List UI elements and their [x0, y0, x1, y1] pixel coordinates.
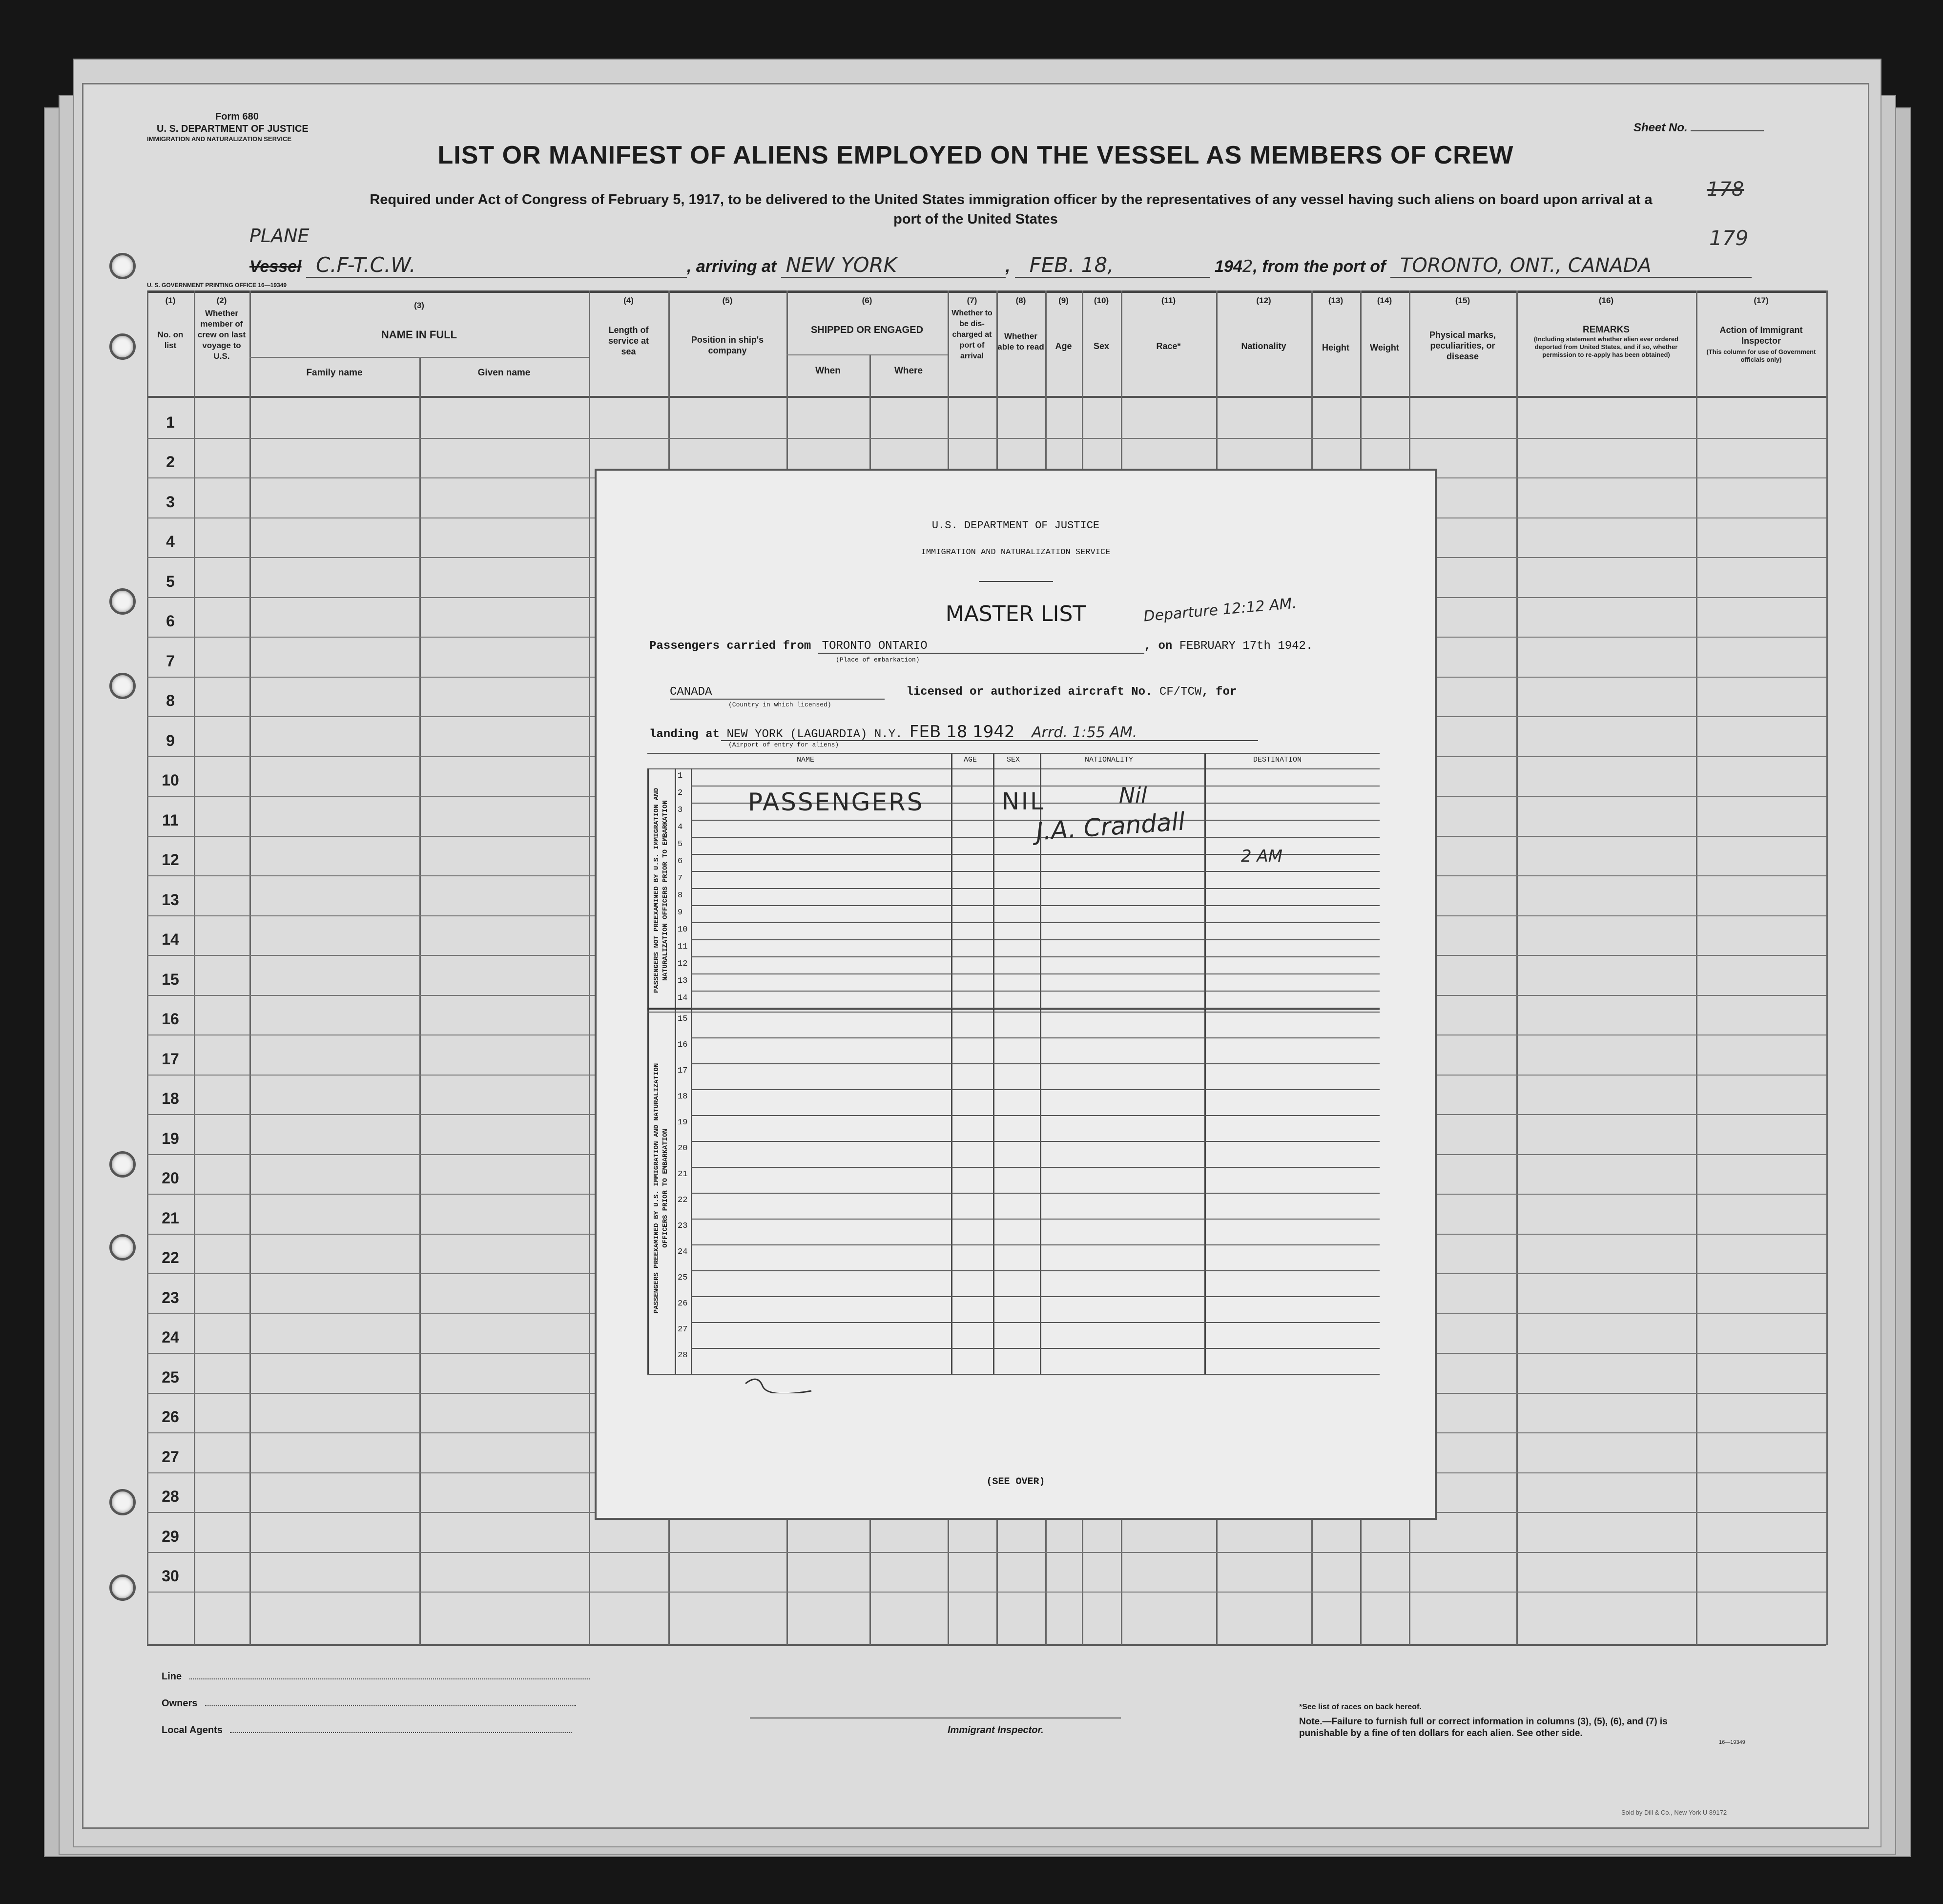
row-number: 5	[166, 572, 175, 590]
arrival-note: Arrd. 1:55 AM.	[1032, 724, 1137, 741]
name-subheader-rule	[249, 357, 589, 358]
master-row-number: 25	[678, 1273, 688, 1283]
row-number: 22	[162, 1249, 179, 1266]
master-row-line	[691, 1037, 1380, 1038]
line-underline	[189, 1678, 590, 1679]
master-row-line	[691, 1244, 1380, 1245]
master-row-number: 2	[678, 788, 683, 798]
master-row-line	[691, 922, 1380, 923]
form-subtitle-2: port of the United States	[893, 211, 1058, 227]
master-row-number: 9	[678, 908, 683, 917]
country-value: CANADA	[670, 685, 885, 700]
line-label: Line	[162, 1671, 182, 1682]
col-6-num: (6)	[862, 296, 872, 305]
col-5-label: Position in ship's company	[691, 335, 764, 355]
inspector-signature: J.A. Crandall	[1035, 807, 1186, 846]
table-top-rule	[147, 290, 1826, 293]
row-number: 29	[162, 1527, 179, 1545]
printing-office-note: U. S. GOVERNMENT PRINTING OFFICE 16—19349	[147, 282, 287, 289]
master-row-line	[691, 837, 1380, 838]
vessel-label: Vessel	[249, 257, 302, 276]
row-number: 4	[166, 533, 175, 550]
row-number: 27	[162, 1448, 179, 1466]
vessel-annotation: PLANE	[249, 225, 310, 247]
vessel-name: C.F-T.C.W.	[306, 253, 687, 278]
punch-hole	[109, 673, 136, 699]
col-9-label: Age	[1055, 341, 1072, 351]
col-17-num: (17)	[1754, 296, 1769, 305]
signature-time: 2 AM	[1241, 847, 1283, 866]
table-row-line	[147, 1552, 1826, 1553]
col-age-header: AGE	[964, 756, 977, 764]
stamp-date: FEB 18 1942	[909, 722, 1015, 742]
row-number: 30	[162, 1567, 179, 1585]
row-number: 7	[166, 652, 175, 670]
col-5-num: (5)	[722, 296, 733, 305]
penalty-note: Note.—Failure to furnish full or correct information in columns (3), (5), (6), and (7) is punishable by a fine of ten dollars for each alien. See other side.	[1299, 1717, 1668, 1738]
form-number: Form 680	[215, 111, 259, 122]
year-value: 2	[1242, 257, 1253, 276]
action-note: (This column for use of Government officials only)	[1706, 348, 1816, 363]
for-label: , for	[1201, 685, 1237, 699]
master-row-number: 15	[678, 1014, 688, 1024]
arriving-label: , arriving at	[686, 257, 777, 276]
col-11-num: (11)	[1161, 296, 1176, 305]
column-divider	[419, 358, 421, 1645]
master-row-line	[691, 1089, 1380, 1090]
master-col-line	[675, 768, 676, 1374]
col-6-label: SHIPPED OR ENGAGED	[810, 325, 924, 335]
country-line	[670, 685, 1237, 700]
master-row-number: 7	[678, 874, 683, 883]
form-title: LIST OR MANIFEST OF ALIENS EMPLOYED ON THE VESSEL AS MEMBERS OF CREW	[437, 141, 1514, 169]
side-label-top: PASSENGERS NOT PREEXAMINED BY U.S. IMMIGRATION AND NATURALIZATION OFFICERS PRIOR TO EMBARKATION	[653, 787, 669, 993]
row-number: 28	[162, 1488, 179, 1505]
master-row-line	[691, 1115, 1380, 1116]
owners-field	[162, 1698, 576, 1709]
master-row-line	[691, 1296, 1380, 1297]
vessel-line: Vessel C.F-T.C.W. , arriving at NEW YORK , FEB. 18, 1942, from the port of TORONTO, ONT., CANADA	[249, 253, 1734, 276]
carried-value: TORONTO ONTARIO	[818, 640, 1144, 654]
sheet-number-line	[1691, 130, 1764, 131]
master-row-number: 19	[678, 1118, 688, 1127]
master-row-number: 4	[678, 823, 683, 832]
carried-line	[649, 640, 1313, 654]
page-number: 179	[1709, 226, 1749, 250]
col-11-label: Race*	[1156, 341, 1181, 351]
col-nationality-header: NATIONALITY	[1085, 756, 1134, 764]
handwritten-nil-2: Nil	[1119, 783, 1147, 808]
col-8-num: (8)	[1015, 296, 1026, 305]
pen-stroke	[743, 1369, 816, 1393]
header-bottom-rule	[147, 396, 1826, 398]
race-note: *See list of races on back hereof.	[1299, 1703, 1422, 1711]
row-number: 3	[166, 493, 175, 511]
table-row-line	[147, 1592, 1826, 1593]
master-row-number: 11	[678, 942, 688, 952]
master-row-line	[691, 871, 1380, 872]
departure-port: TORONTO, ONT., CANADA	[1390, 254, 1752, 278]
row-number: 16	[162, 1010, 179, 1028]
col-12-label: Nationality	[1241, 341, 1286, 351]
master-row-number: 3	[678, 806, 683, 815]
master-row-line	[691, 1270, 1380, 1271]
column-divider	[589, 290, 590, 1645]
master-row-line	[691, 1063, 1380, 1064]
col-3-num: (3)	[414, 301, 424, 310]
master-header-rule	[647, 768, 1380, 769]
on-value: FEBRUARY 17th 1942.	[1179, 640, 1313, 653]
row-number: 25	[162, 1368, 179, 1386]
col-4-label: Length of service at sea	[608, 325, 649, 356]
row-number: 23	[162, 1288, 179, 1306]
master-col-line	[691, 768, 692, 1374]
col-13-num: (13)	[1328, 296, 1344, 305]
master-row-line	[691, 1193, 1380, 1194]
punch-hole	[109, 1489, 136, 1515]
master-row-number: 27	[678, 1325, 688, 1334]
row-number: 13	[162, 890, 179, 909]
master-row-number: 12	[678, 959, 688, 969]
footer-form-code: 16—19349	[1719, 1739, 1745, 1745]
sheet-number-label	[1633, 121, 1764, 135]
agents-underline	[230, 1732, 572, 1733]
carried-label: Passengers carried from	[649, 640, 811, 653]
row-number: 2	[166, 453, 175, 471]
row-number: 8	[166, 692, 175, 709]
punch-hole	[109, 253, 136, 279]
column-divider	[1696, 290, 1697, 1645]
master-row-number: 5	[678, 840, 683, 849]
side-label-bottom: PASSENGERS PREEXAMINED BY U.S. IMMIGRATION AND NATURALIZATION OFFICERS PRIOR TO EMBARKATION	[653, 1063, 669, 1314]
master-table-top	[647, 753, 1380, 754]
aircraft-value: CF/TCW	[1159, 685, 1202, 699]
master-title: MASTER LIST	[945, 601, 1086, 626]
col-1-num: (1)	[165, 296, 176, 305]
table-bottom-rule	[147, 1644, 1826, 1646]
owners-underline	[205, 1705, 576, 1706]
col-3-label: NAME IN FULL	[381, 329, 457, 341]
landing-label: landing at	[649, 728, 720, 741]
master-department: U.S. DEPARTMENT OF JUSTICE	[931, 519, 1100, 532]
master-row-number: 14	[678, 993, 688, 1003]
punch-hole	[109, 333, 136, 360]
row-number: 20	[162, 1169, 179, 1187]
punch-hole	[109, 1234, 136, 1261]
where-header: Where	[894, 366, 923, 376]
table-row-line	[147, 438, 1826, 439]
landing-value: NEW YORK (LAGUARDIA) N.Y.	[726, 728, 903, 741]
row-number: 11	[162, 811, 179, 829]
row-number: 24	[162, 1328, 179, 1346]
row-number: 6	[166, 612, 175, 630]
column-divider	[1516, 290, 1518, 1645]
sheet-label: Sheet No.	[1633, 121, 1688, 134]
master-service: IMMIGRATION AND NATURALIZATION SERVICE	[921, 548, 1111, 557]
col-12-num: (12)	[1256, 296, 1271, 305]
master-row-number: 24	[678, 1247, 688, 1257]
page-number-struck: 178	[1707, 178, 1744, 201]
master-row-line	[691, 973, 1380, 974]
master-row-number: 1	[678, 771, 683, 781]
see-over: (SEE OVER)	[986, 1476, 1045, 1488]
col-14-num: (14)	[1377, 296, 1392, 305]
col-10-num: (10)	[1094, 296, 1109, 305]
row-number: 15	[162, 970, 179, 988]
row-number: 19	[162, 1129, 179, 1147]
col-17-label: Action of Immigrant Inspector	[1719, 325, 1803, 346]
agents-field	[162, 1725, 572, 1736]
given-name-header: Given name	[477, 368, 531, 378]
handwritten-mark	[738, 1371, 743, 1376]
printer-note: Sold by Dill & Co., New York U 89172	[1621, 1809, 1727, 1816]
master-col-line	[647, 768, 649, 1374]
airport-caption: (Airport of entry for aliens)	[728, 741, 839, 748]
master-row-line	[691, 1141, 1380, 1142]
form-subtitle: Required under Act of Congress of February 5, 1917, to be delivered to the United States immigration officer by the representatives of any vessel having such aliens on board upon arrival at a	[370, 192, 1653, 207]
country-caption: (Country in which licensed)	[728, 701, 831, 708]
master-row-line	[691, 1167, 1380, 1168]
punch-hole	[109, 1574, 136, 1601]
line-field	[162, 1671, 590, 1682]
col-13-label: Height	[1322, 343, 1349, 352]
col-10-label: Sex	[1093, 341, 1110, 351]
year-prefix: 194	[1215, 257, 1242, 276]
family-name-header: Family name	[306, 368, 363, 378]
master-row-number: 18	[678, 1092, 688, 1101]
master-row-line	[691, 1348, 1380, 1349]
master-row-line	[691, 991, 1380, 992]
from-label: , from the port of	[1253, 257, 1386, 276]
row-number: 10	[162, 771, 179, 789]
master-row-line	[691, 939, 1380, 940]
master-list-sheet	[595, 469, 1437, 1520]
master-row-number: 28	[678, 1351, 688, 1360]
row-number: 14	[162, 931, 179, 948]
section-divider	[647, 1012, 1380, 1013]
master-rule	[979, 581, 1053, 582]
col-sex-header: SEX	[1007, 756, 1020, 764]
master-row-line	[691, 1322, 1380, 1323]
handwritten-nil: NIL	[1002, 788, 1045, 815]
service-name: IMMIGRATION AND NATURALIZATION SERVICE	[147, 135, 292, 143]
col-name-header: NAME	[797, 756, 815, 764]
col-16-label: REMARKS	[1582, 325, 1630, 335]
punch-hole	[109, 588, 136, 615]
row-number: 17	[162, 1050, 179, 1068]
col-2-label: Whether member of crew on last voyage to U.S.	[197, 309, 246, 361]
owners-label: Owners	[162, 1698, 198, 1709]
master-row-number: 21	[678, 1170, 688, 1179]
master-row-number: 10	[678, 925, 688, 934]
embark-caption: (Place of embarkation)	[836, 656, 920, 663]
col-8-label: Whether able to read	[997, 331, 1044, 352]
departure-note: Departure 12:12 AM.	[1143, 595, 1298, 625]
arrival-port: NEW YORK	[781, 253, 1006, 278]
on-label: , on	[1144, 640, 1173, 653]
col-2-num: (2)	[216, 296, 227, 305]
inspector-label: Immigrant Inspector.	[948, 1725, 1044, 1736]
row-number: 18	[162, 1090, 179, 1107]
handwritten-passengers: PASSENGERS	[748, 788, 924, 816]
column-divider	[1826, 290, 1828, 1645]
master-row-number: 23	[678, 1221, 688, 1231]
when-header: When	[815, 366, 841, 376]
master-row-line	[691, 956, 1380, 957]
agents-label: Local Agents	[162, 1725, 223, 1736]
arrival-date: FEB. 18,	[1015, 253, 1210, 278]
punch-hole	[109, 1151, 136, 1178]
master-row-number: 26	[678, 1299, 688, 1308]
master-row-number: 8	[678, 891, 683, 900]
row-number: 26	[162, 1408, 179, 1426]
row-number: 12	[162, 851, 179, 869]
col-7-label: Whether to be dis-charged at port of arrival	[951, 309, 992, 360]
row-number: 1	[166, 413, 175, 431]
col-destination-header: DESTINATION	[1253, 756, 1302, 764]
col-15-num: (15)	[1455, 296, 1470, 305]
col-16-num: (16)	[1598, 296, 1614, 305]
col-9-num: (9)	[1058, 296, 1069, 305]
remarks-note: (Including statement whether alien ever ordered deported from United States, and if so, whether permission to re-apply has been obtained)	[1533, 335, 1679, 358]
master-row-number: 22	[678, 1196, 688, 1205]
master-row-number: 16	[678, 1040, 688, 1050]
row-number: 21	[162, 1209, 179, 1227]
col-15-label: Physical marks, peculiarities, or disease	[1429, 330, 1496, 361]
landing-line	[649, 722, 1137, 742]
licensed-label: licensed or authorized aircraft No.	[906, 685, 1153, 699]
col-1-label: No. on list	[157, 330, 184, 350]
col-14-label: Weight	[1370, 343, 1399, 352]
col-7-num: (7)	[967, 296, 977, 305]
shipped-subheader-rule	[786, 354, 948, 355]
column-divider	[194, 290, 195, 1645]
master-row-line	[691, 888, 1380, 889]
column-divider	[249, 290, 251, 1645]
col-4-num: (4)	[623, 296, 634, 305]
master-row-number: 13	[678, 976, 688, 986]
master-row-number: 17	[678, 1066, 688, 1076]
master-row-line	[691, 1008, 1380, 1009]
master-row-number: 6	[678, 857, 683, 866]
master-row-line	[691, 1219, 1380, 1220]
department-name: U. S. DEPARTMENT OF JUSTICE	[157, 124, 309, 134]
row-number: 9	[166, 731, 175, 749]
master-row-line	[691, 905, 1380, 906]
master-row-number: 20	[678, 1144, 688, 1153]
